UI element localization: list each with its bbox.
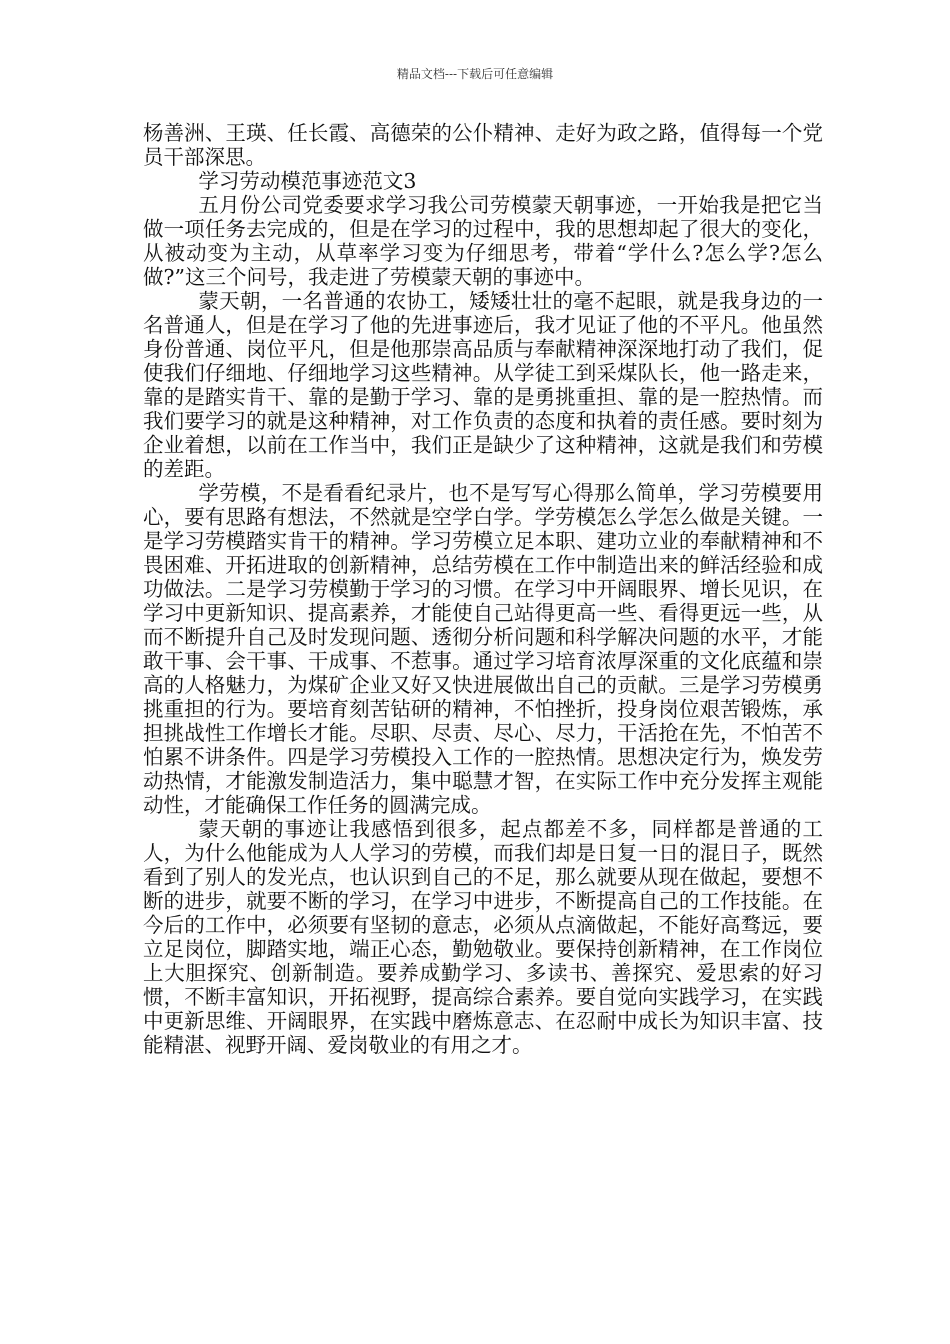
- document-body: [143, 121, 823, 1057]
- body-paragraph-3: 学劳模，不是看看纪录片，也不是写写心得那么简单，学习劳模要用心，要有思路有想法，不然就是空学白学。学劳模怎么学怎么做是关键。一是学习劳模踏实肯干的精神。学习劳模立足本职、建功立业的奉献精神和不畏困难、开拓进取的创新精神，总结劳模在工作中制造出来的鲜活经验和成功做法。二是学习劳模勤于学习的习惯。在学习中开阔眼界、增长见识，在学习中更新知识、提高素养，才能使自己站得更高一些、看得更远一些，从而不断提升自己及时发现问题、透彻分析问题和科学解决问题的水平，才能敢干事、会干事、干成事、不惹事。通过学习培育浓厚深重的文化底蕴和崇高的人格魅力，为煤矿企业又好又快进展做出自己的贡献。三是学习劳模勇挑重担的行为。要培育刻苦钻研的精神，不怕挫折，投身岗位艰苦锻炼，承担挑战性工作增长才能。尽职、尽责、尽心、尽力，干活抢在先，不怕苦不怕累不讲条件。四是学习劳模投入工作的一腔热情。思想决定行为，焕发劳动热情，才能激发制造活力，集中聪慧才智，在实际工作中充分发挥主观能动性，才能确保工作任务的圆满完成。: [143, 481, 823, 817]
- continuation-paragraph: 杨善洲、王瑛、任长霞、高德荣的公仆精神、走好为政之路，值得每一个党员干部深思。: [143, 121, 823, 169]
- section-title: 学习劳动模范事迹范文3: [198, 169, 417, 193]
- body-paragraph-2: 蒙天朝，一名普通的农协工，矮矮壮壮的毫不起眼，就是我身边的一名普通人，但是在学习了他的先进事迹后，我才见证了他的不平凡。他虽然身份普通、岗位平凡，但是他那崇高品质与奉献精神深深地打动了我们，促使我们仔细地、仔细地学习这些精神。从学徒工到采煤队长，他一路走来，靠的是踏实肯干、靠的是勤于学习、靠的是勇挑重担、靠的是一腔热情。而我们要学习的就是这种精神，对工作负责的态度和执着的责任感。要时刻为企业着想，以前在工作当中，我们正是缺少了这种精神，这就是我们和劳模的差距。: [143, 289, 823, 481]
- body-paragraph-4: 蒙天朝的事迹让我感悟到很多，起点都差不多，同样都是普通的工人，为什么他能成为人人学习的劳模，而我们却是日复一日的混日子，既然看到了别人的发光点，也认识到自己的不足，那么就要从现在做起，要想不断的进步，就要不断的学习，在学习中进步，不断提高自己的工作技能。在今后的工作中，必须要有坚韧的意志，必须从点滴做起，不能好高骛远，要立足岗位，脚踏实地，端正心态，勤勉敬业。要保持创新精神，在工作岗位上大胆探究、创新制造。要养成勤学习、多读书、善探究、爱思索的好习惯，不断丰富知识，开拓视野，提高综合素养。要自觉向实践学习，在实践中更新思维、开阔眼界，在实践中磨炼意志、在忍耐中成长为知识丰富、技能精湛、视野开阔、爱岗敬业的有用之才。: [143, 817, 823, 1057]
- body-paragraph-1: 五月份公司党委要求学习我公司劳模蒙天朝事迹，一开始我是把它当做一项任务去完成的，但是在学习的过程中，我的思想却起了很大的变化，从被动变为主动，从草率学习变为仔细思考，带着“学什么?怎么学?怎么做?”这三个问号，我走进了劳模蒙天朝的事迹中。: [143, 193, 823, 289]
- page-header: 精品文档---下载后可任意编辑: [396, 67, 554, 81]
